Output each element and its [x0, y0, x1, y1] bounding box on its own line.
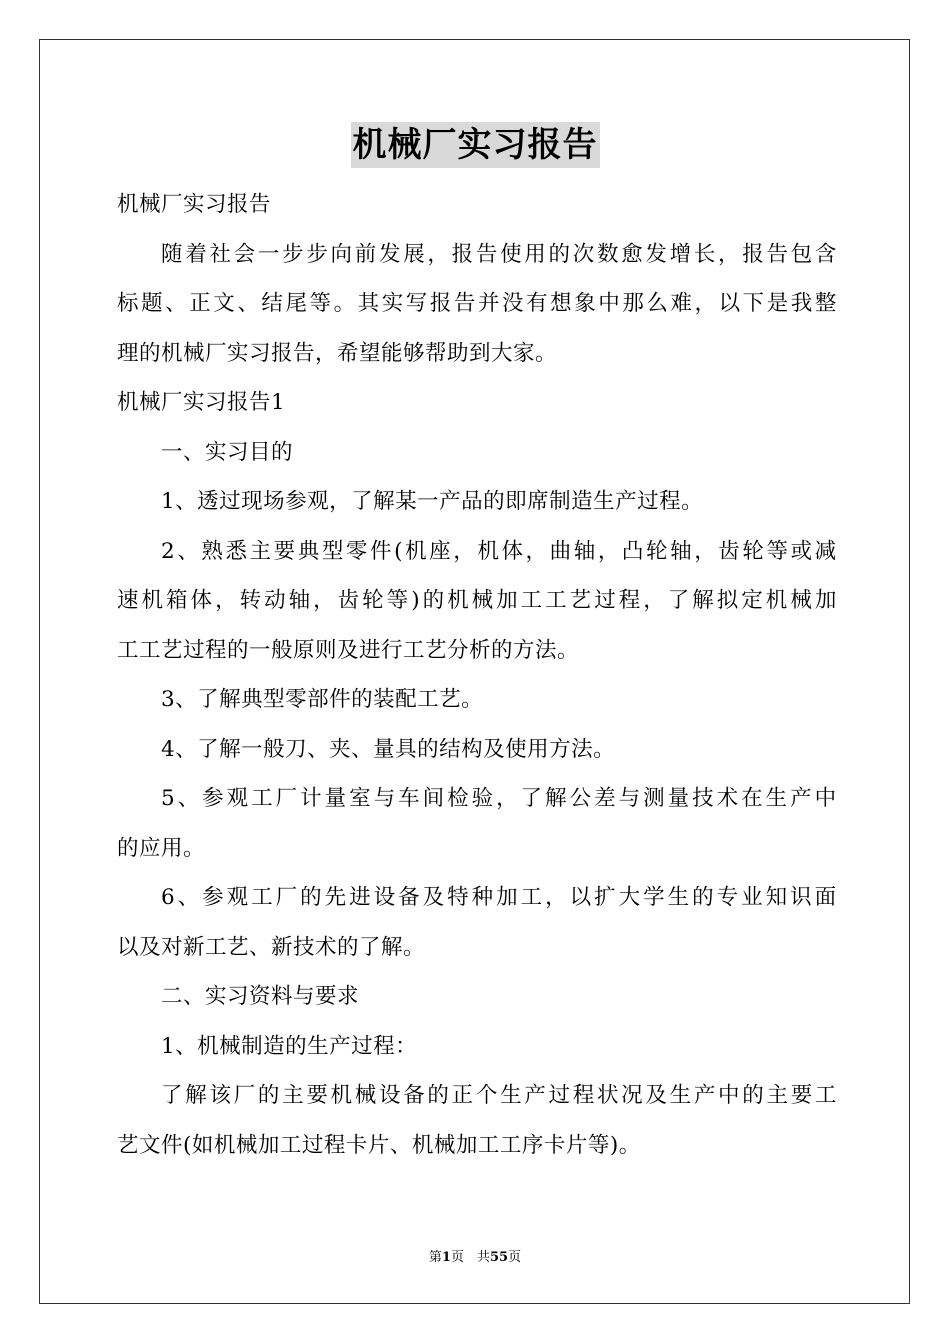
glyph: 的	[427, 1083, 450, 1108]
glyph: 齿	[718, 538, 741, 564]
glyph: 量	[324, 786, 347, 811]
glyph: 用	[524, 241, 547, 267]
glyph: 工	[520, 588, 543, 613]
glyph: 想	[550, 291, 573, 316]
glyph: 写	[405, 291, 428, 316]
glyph: 中	[814, 786, 837, 811]
glyph: 验	[471, 786, 494, 811]
glyph: 技	[692, 786, 715, 811]
glyph: 要	[306, 1083, 329, 1108]
glyph: 、	[177, 538, 200, 564]
glyph: 等	[766, 538, 789, 564]
glyph: 械	[471, 588, 494, 613]
glyph: 轮	[646, 538, 669, 564]
glyph: 在	[741, 786, 764, 811]
glyph: ，	[496, 786, 519, 811]
glyph: )	[411, 588, 421, 613]
glyph: ，	[313, 588, 336, 613]
glyph: 、	[177, 786, 200, 811]
glyph: 了	[667, 588, 690, 613]
subsection-heading: 二、实习资料与要求	[161, 984, 360, 1009]
glyph: 面	[814, 885, 837, 910]
glyph: 生	[669, 1083, 692, 1108]
glyph: 差	[594, 786, 617, 811]
footer-suffix: 页	[508, 1250, 522, 1265]
glyph: ，	[718, 241, 741, 267]
glyph: 的	[422, 588, 445, 613]
glyph: 观	[226, 786, 249, 811]
glyph: 及	[645, 1083, 668, 1108]
glyph: 扩	[594, 885, 617, 910]
glyph: 况	[621, 1083, 644, 1108]
glyph: ，	[525, 538, 548, 564]
paragraph-line: 3、了解典型零部件的装配工艺。	[161, 687, 484, 712]
paragraph-line: 理的机械厂实习报告，希望能够帮助到大家。	[117, 340, 558, 366]
glyph: 该	[209, 1083, 232, 1108]
glyph: 轮	[742, 538, 765, 564]
paragraph-line	[117, 873, 837, 923]
glyph: 悉	[225, 538, 248, 564]
glyph: ，	[597, 538, 620, 564]
glyph: 识	[790, 885, 813, 910]
glyph: 以	[569, 885, 592, 910]
glyph: 没	[502, 291, 525, 316]
glyph: 过	[548, 1083, 571, 1108]
glyph: 熟	[201, 538, 224, 564]
paragraph-line: 艺文件(如机械加工过程卡片、机械加工工序卡片等)。	[117, 1132, 641, 1158]
glyph: 愈	[621, 241, 644, 267]
glyph: 参	[202, 786, 225, 811]
glyph: 业	[741, 885, 764, 910]
glyph: 体	[190, 588, 213, 613]
glyph: 机	[765, 588, 788, 613]
glyph: 加	[496, 885, 519, 910]
glyph: 社	[209, 241, 232, 267]
glyph: 型	[321, 538, 344, 564]
glyph: 次	[572, 241, 595, 267]
glyph: 车	[398, 786, 421, 811]
glyph: 发	[378, 241, 401, 267]
glyph: 特	[447, 885, 470, 910]
title-container	[0, 122, 950, 168]
glyph: 械	[790, 588, 813, 613]
glyph: ，	[545, 885, 568, 910]
paragraph-line: 的应用。	[117, 835, 206, 861]
glyph: 工	[251, 885, 274, 910]
glyph: 机	[405, 538, 428, 564]
glyph: 械	[354, 1083, 377, 1108]
glyph: 备	[398, 885, 421, 910]
glyph: 轮	[362, 588, 385, 613]
glyph: 凸	[621, 538, 644, 564]
glyph: 了	[161, 1083, 184, 1108]
glyph: 设	[378, 1083, 401, 1108]
glyph: 的	[257, 1083, 280, 1108]
glyph: 工	[545, 588, 568, 613]
glyph: (	[394, 538, 403, 564]
glyph: 报	[742, 241, 765, 267]
paragraph-line	[117, 1071, 837, 1121]
glyph: 公	[569, 786, 592, 811]
glyph: 尾	[285, 291, 308, 316]
glyph: 术	[716, 786, 739, 811]
paragraph-line: 1、机械制造的生产过程：	[161, 1033, 418, 1059]
glyph: 随	[161, 241, 184, 267]
glyph: 间	[422, 786, 445, 811]
glyph: 状	[596, 1083, 619, 1108]
glyph: 轴	[573, 538, 596, 564]
glyph: 拟	[716, 588, 739, 613]
glyph: 进	[349, 885, 372, 910]
glyph: 报	[451, 241, 474, 267]
glyph: 正	[189, 291, 212, 316]
glyph: 动	[264, 588, 287, 613]
glyph: 整	[814, 291, 837, 316]
document-body	[117, 180, 837, 1170]
glyph: 大	[618, 885, 641, 910]
glyph: 先	[324, 885, 347, 910]
glyph: 向	[330, 241, 353, 267]
glyph: 6	[161, 885, 176, 910]
glyph: 产	[524, 1083, 547, 1108]
glyph: 告	[766, 241, 789, 267]
glyph: 5	[161, 786, 176, 811]
glyph: 增	[669, 241, 692, 267]
section-heading: 机械厂实习报告1	[117, 390, 286, 415]
glyph: 步	[306, 241, 329, 267]
glyph: 减	[814, 538, 837, 564]
glyph: 产	[790, 786, 813, 811]
glyph: 长	[693, 241, 716, 267]
glyph: 体	[501, 538, 524, 564]
paragraph-line	[117, 279, 837, 329]
glyph: 齿	[337, 588, 360, 613]
glyph: 机	[477, 538, 500, 564]
glyph: 等	[386, 588, 409, 613]
glyph: ，	[694, 291, 717, 316]
glyph: 要	[790, 1083, 813, 1108]
glyph: 一	[257, 241, 280, 267]
glyph: 解	[545, 786, 568, 811]
glyph: 含	[814, 241, 837, 267]
glyph: 艺	[569, 588, 592, 613]
glyph: 是	[766, 291, 789, 316]
glyph: 检	[447, 786, 470, 811]
glyph: 告	[453, 291, 476, 316]
glyph: 测	[643, 786, 666, 811]
glyph: 以	[718, 291, 741, 316]
glyph: 机	[447, 588, 470, 613]
glyph: 转	[239, 588, 262, 613]
glyph: 工	[520, 885, 543, 910]
glyph: 备	[403, 1083, 426, 1108]
current-page-number: 1	[441, 1250, 451, 1265]
paragraph-line: 1、透过现场参观，了解某一产品的即席制造生产过程。	[161, 489, 704, 514]
glyph: 步	[282, 241, 305, 267]
glyph: 象	[574, 291, 597, 316]
glyph: 了	[520, 786, 543, 811]
glyph: 么	[646, 291, 669, 316]
glyph: 等	[309, 291, 332, 316]
glyph: 种	[471, 885, 494, 910]
glyph: 生	[500, 1083, 523, 1108]
glyph: 机	[141, 588, 164, 613]
glyph: 室	[349, 786, 372, 811]
glyph: 数	[596, 241, 619, 267]
glyph: 生	[667, 885, 690, 910]
glyph: 包	[790, 241, 813, 267]
glyph: 那	[622, 291, 645, 316]
paragraph-line	[117, 774, 837, 824]
subsection-heading: 一、实习目的	[161, 439, 294, 465]
glyph: 、	[237, 291, 260, 316]
glyph: 轴	[670, 538, 693, 564]
glyph: 要	[273, 538, 296, 564]
footer-mid: 页 共	[450, 1250, 490, 1265]
glyph: 下	[742, 291, 765, 316]
paragraph-line: 以及对新工艺、新技术的了解。	[117, 934, 426, 960]
glyph: 生	[765, 786, 788, 811]
glyph: 、	[165, 291, 188, 316]
glyph: ，	[215, 588, 238, 613]
glyph: 有	[526, 291, 549, 316]
glyph: 产	[693, 1083, 716, 1108]
glyph: 座	[429, 538, 452, 564]
glyph: 加	[814, 588, 837, 613]
paragraph-line	[117, 527, 837, 577]
paragraph-line: 工工艺过程的一般原则及进行工艺分析的方法。	[117, 637, 580, 663]
glyph: 及	[422, 885, 445, 910]
glyph: 题	[141, 291, 164, 316]
glyph: 知	[765, 885, 788, 910]
paragraph-line	[117, 576, 837, 626]
subtitle-line: 机械厂实习报告	[117, 192, 272, 217]
glyph: 或	[790, 538, 813, 564]
glyph: 箱	[166, 588, 189, 613]
glyph: 机	[330, 1083, 353, 1108]
glyph: ，	[453, 538, 476, 564]
glyph: 件	[370, 538, 393, 564]
glyph: 的	[692, 885, 715, 910]
glyph: 速	[117, 588, 140, 613]
glyph: 发	[645, 241, 668, 267]
glyph: 、	[177, 885, 200, 910]
glyph: 学	[643, 885, 666, 910]
glyph: 中	[718, 1083, 741, 1108]
glyph: 程	[618, 588, 641, 613]
glyph: 难	[670, 291, 693, 316]
document-title: 机械厂实习报告	[351, 122, 600, 168]
glyph: 观	[226, 885, 249, 910]
glyph: 的	[742, 1083, 765, 1108]
glyph: 曲	[549, 538, 572, 564]
glyph: 加	[496, 588, 519, 613]
glyph: 轴	[288, 588, 311, 613]
glyph: 解	[185, 1083, 208, 1108]
glyph: 参	[202, 885, 225, 910]
glyph: 工	[251, 786, 274, 811]
glyph: 专	[716, 885, 739, 910]
glyph: 程	[572, 1083, 595, 1108]
glyph: 厂	[275, 786, 298, 811]
glyph: 其	[357, 291, 380, 316]
glyph: 报	[429, 291, 452, 316]
glyph: 设	[373, 885, 396, 910]
glyph: 计	[300, 786, 323, 811]
paragraph-line: 4、了解一般刀、夹、量具的结构及使用方法。	[161, 736, 616, 762]
page-footer	[0, 1246, 950, 1265]
glyph: 的	[300, 885, 323, 910]
glyph: 的	[548, 241, 571, 267]
glyph: 2	[161, 538, 176, 564]
glyph: ，	[694, 538, 717, 564]
glyph: 使	[500, 241, 523, 267]
glyph: 结	[261, 291, 284, 316]
glyph: ，	[427, 241, 450, 267]
glyph: 。	[333, 291, 356, 316]
glyph: 会	[233, 241, 256, 267]
total-pages-number: 55	[489, 1250, 509, 1265]
glyph: ，	[643, 588, 666, 613]
glyph: 零	[345, 538, 368, 564]
glyph: 与	[373, 786, 396, 811]
glyph: 厂	[275, 885, 298, 910]
glyph: 展	[403, 241, 426, 267]
glyph: 前	[354, 241, 377, 267]
glyph: 实	[381, 291, 404, 316]
glyph: 我	[790, 291, 813, 316]
glyph: 中	[598, 291, 621, 316]
glyph: 告	[475, 241, 498, 267]
glyph: 文	[213, 291, 236, 316]
paragraph-line	[117, 230, 837, 280]
glyph: 工	[814, 1083, 837, 1108]
glyph: 解	[692, 588, 715, 613]
glyph: 量	[667, 786, 690, 811]
glyph: 主	[766, 1083, 789, 1108]
glyph: 着	[185, 241, 208, 267]
glyph: 定	[741, 588, 764, 613]
glyph: 主	[282, 1083, 305, 1108]
glyph: 并	[477, 291, 500, 316]
glyph: 厂	[233, 1083, 256, 1108]
footer-prefix: 第	[428, 1250, 442, 1265]
glyph: 主	[249, 538, 272, 564]
glyph: 典	[297, 538, 320, 564]
glyph: 与	[618, 786, 641, 811]
glyph: 标	[117, 291, 140, 316]
glyph: 过	[594, 588, 617, 613]
glyph: 个	[475, 1083, 498, 1108]
glyph: 正	[451, 1083, 474, 1108]
